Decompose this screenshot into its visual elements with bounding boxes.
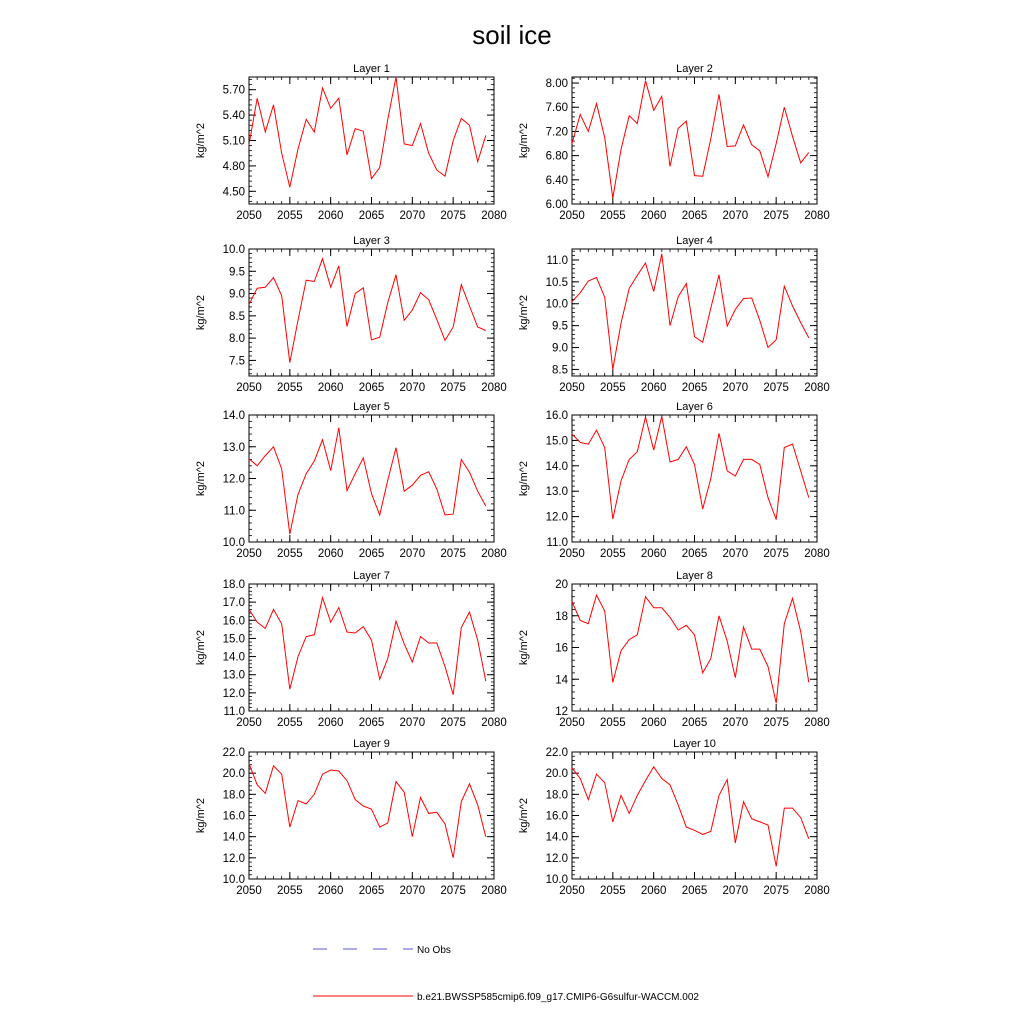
x-tick-label: 2055	[600, 382, 626, 394]
x-tick-label: 2075	[763, 717, 789, 729]
y-tick-label: 12.0	[222, 687, 245, 700]
plot-frame	[572, 77, 817, 204]
x-tick-label: 2055	[600, 548, 626, 560]
y-tick-label: 11.0	[546, 254, 568, 267]
y-tick-label: 10.0	[222, 874, 245, 886]
x-tick-label: 2070	[722, 210, 749, 222]
x-tick-label: 2060	[317, 885, 344, 897]
x-tick-label: 2060	[640, 382, 667, 394]
x-tick-label: 2050	[236, 210, 262, 222]
figure-title: soil ice	[472, 20, 552, 50]
series-line-1	[572, 416, 809, 519]
x-tick-label: 2065	[681, 717, 708, 729]
y-axis-label: kg/m^2	[195, 294, 207, 331]
y-tick-label: 18	[555, 610, 568, 623]
y-tick-label: 16	[555, 642, 568, 655]
y-tick-label: 8.5	[229, 310, 245, 323]
x-tick-label: 2080	[481, 382, 507, 394]
panel-title: Layer 9	[353, 738, 390, 750]
y-tick-label: 5.70	[222, 84, 245, 97]
chart-panel-7	[195, 570, 507, 729]
y-tick-label: 14	[555, 674, 568, 687]
x-tick-label: 2065	[681, 548, 708, 560]
y-tick-label: 17.0	[222, 597, 245, 610]
y-tick-label: 12.0	[545, 511, 568, 524]
x-tick-label: 2080	[804, 885, 830, 897]
panel-title: Layer 6	[676, 401, 713, 413]
x-tick-label: 2050	[236, 548, 262, 560]
y-tick-label: 9.5	[552, 320, 568, 333]
panel-title: Layer 1	[353, 63, 390, 75]
y-tick-label: 15.0	[545, 435, 568, 448]
x-tick-label: 2070	[722, 717, 749, 729]
chart-panel-5	[195, 401, 507, 560]
x-tick-label: 2055	[600, 210, 626, 222]
legend-model-label: b.e21.BWSSP585cmip6.f09_g17.CMIP6-G6sulfur-WACCM.002	[417, 992, 699, 1003]
y-tick-label: 14.0	[545, 831, 568, 844]
series-line-1	[572, 254, 809, 370]
series-line-1	[249, 259, 486, 363]
x-tick-label: 2065	[681, 382, 708, 394]
x-tick-label: 2070	[722, 382, 749, 394]
x-tick-label: 2065	[681, 210, 708, 222]
y-tick-label: 9.0	[229, 288, 245, 301]
x-tick-label: 2060	[640, 210, 667, 222]
y-tick-label: 13.0	[222, 441, 245, 454]
x-tick-label: 2075	[763, 382, 789, 394]
y-tick-label: 8.00	[545, 78, 568, 91]
x-tick-label: 2060	[640, 885, 667, 897]
y-tick-label: 12.0	[222, 473, 245, 486]
plot-frame	[249, 249, 494, 376]
y-tick-label: 18.0	[222, 789, 245, 802]
x-tick-label: 2070	[399, 885, 426, 897]
x-tick-label: 2075	[763, 885, 789, 897]
x-tick-label: 2050	[559, 382, 585, 394]
y-tick-label: 6.40	[545, 174, 568, 187]
y-tick-label: 7.60	[545, 102, 568, 115]
y-tick-label: 9.5	[229, 266, 245, 279]
y-tick-label: 12.0	[222, 852, 245, 865]
x-tick-label: 2065	[358, 717, 385, 729]
x-tick-label: 2060	[317, 382, 344, 394]
x-tick-label: 2050	[559, 548, 585, 560]
x-tick-label: 2055	[600, 717, 626, 729]
y-tick-label: 16.0	[222, 810, 245, 823]
y-tick-label: 18.0	[222, 579, 245, 591]
plot-frame	[249, 77, 494, 204]
x-tick-label: 2055	[600, 885, 626, 897]
panel-title: Layer 8	[676, 570, 713, 582]
y-tick-label: 7.20	[545, 126, 568, 139]
y-tick-label: 10.0	[545, 298, 568, 311]
x-tick-label: 2060	[317, 548, 344, 560]
y-tick-label: 10.0	[545, 874, 568, 886]
x-tick-label: 2050	[559, 717, 585, 729]
x-tick-label: 2080	[804, 210, 830, 222]
y-tick-label: 13.0	[545, 486, 568, 499]
y-tick-label: 16.0	[222, 615, 245, 628]
y-tick-label: 8.5	[552, 364, 568, 377]
series-line-1	[572, 81, 809, 198]
y-tick-label: 11.0	[223, 706, 245, 718]
x-tick-label: 2055	[277, 210, 303, 222]
panel-title: Layer 3	[353, 235, 390, 247]
x-tick-label: 2080	[804, 548, 830, 560]
y-tick-label: 20.0	[222, 768, 245, 781]
x-tick-label: 2065	[358, 210, 385, 222]
y-tick-label: 20	[555, 579, 568, 591]
y-tick-label: 14.0	[545, 460, 568, 473]
plot-frame	[572, 415, 817, 542]
panel-title: Layer 10	[673, 738, 716, 750]
y-tick-label: 4.50	[222, 186, 245, 199]
y-axis-label: kg/m^2	[195, 122, 207, 159]
panels	[195, 63, 830, 897]
y-tick-label: 5.40	[222, 110, 245, 123]
y-tick-label: 10.0	[222, 537, 245, 549]
y-tick-label: 7.5	[229, 355, 245, 368]
x-tick-label: 2070	[399, 548, 426, 560]
x-tick-label: 2065	[681, 885, 708, 897]
x-tick-label: 2055	[277, 885, 303, 897]
x-tick-label: 2080	[481, 548, 507, 560]
chart-panel-2	[518, 63, 830, 222]
x-tick-label: 2065	[358, 548, 385, 560]
x-tick-label: 2055	[277, 548, 303, 560]
x-tick-label: 2060	[317, 210, 344, 222]
x-tick-label: 2075	[440, 717, 466, 729]
y-tick-label: 14.0	[222, 410, 245, 422]
series-line-1	[572, 767, 809, 867]
x-tick-label: 2080	[804, 382, 830, 394]
panel-title: Layer 5	[353, 401, 390, 413]
x-tick-label: 2070	[399, 717, 426, 729]
x-tick-label: 2065	[358, 885, 385, 897]
y-tick-label: 10.0	[222, 244, 245, 256]
y-axis-label: kg/m^2	[518, 122, 530, 159]
y-tick-label: 13.0	[222, 669, 245, 682]
y-axis-label: kg/m^2	[518, 629, 530, 666]
x-tick-label: 2070	[399, 382, 426, 394]
x-tick-label: 2050	[236, 717, 262, 729]
y-tick-label: 10.5	[545, 276, 568, 289]
y-axis-label: kg/m^2	[518, 294, 530, 331]
y-axis-label: kg/m^2	[195, 460, 207, 497]
chart-panel-8	[518, 570, 830, 729]
y-tick-label: 6.00	[545, 199, 568, 211]
y-tick-label: 22.0	[545, 747, 568, 759]
x-tick-label: 2070	[722, 885, 749, 897]
x-tick-label: 2075	[440, 382, 466, 394]
x-tick-label: 2055	[277, 717, 303, 729]
chart-panel-6	[518, 401, 830, 560]
plot-frame	[249, 584, 494, 711]
y-axis-label: kg/m^2	[195, 797, 207, 834]
x-tick-label: 2080	[481, 210, 507, 222]
y-axis-label: kg/m^2	[195, 629, 207, 666]
y-tick-label: 12.0	[545, 852, 568, 865]
x-tick-label: 2075	[763, 210, 789, 222]
chart-panel-1	[195, 63, 507, 222]
x-tick-label: 2060	[317, 717, 344, 729]
x-tick-label: 2070	[722, 548, 749, 560]
y-tick-label: 6.80	[545, 150, 568, 163]
y-tick-label: 9.0	[552, 342, 568, 355]
series-line-1	[249, 77, 486, 187]
x-tick-label: 2080	[804, 717, 830, 729]
y-tick-label: 20.0	[545, 768, 568, 781]
x-tick-label: 2075	[763, 548, 789, 560]
x-tick-label: 2075	[440, 210, 466, 222]
x-tick-label: 2080	[481, 885, 507, 897]
plot-frame	[572, 752, 817, 879]
x-tick-label: 2065	[358, 382, 385, 394]
plot-frame	[249, 415, 494, 542]
y-tick-label: 11.0	[223, 505, 245, 518]
y-tick-label: 18.0	[545, 789, 568, 802]
x-tick-label: 2055	[277, 382, 303, 394]
series-line-1	[249, 764, 486, 858]
x-tick-label: 2050	[236, 382, 262, 394]
panel-title: Layer 4	[676, 235, 713, 247]
y-tick-label: 14.0	[222, 651, 245, 664]
series-line-1	[249, 428, 486, 534]
y-tick-label: 11.0	[546, 537, 568, 549]
chart-panel-3	[195, 235, 507, 394]
y-tick-label: 12	[555, 706, 568, 718]
y-tick-label: 16.0	[545, 810, 568, 823]
x-tick-label: 2070	[399, 210, 426, 222]
legend-obs-label: No Obs	[417, 945, 451, 956]
y-tick-label: 22.0	[222, 747, 245, 759]
y-tick-label: 5.10	[222, 135, 245, 148]
panel-title: Layer 7	[353, 570, 390, 582]
x-tick-label: 2050	[559, 210, 585, 222]
panel-title: Layer 2	[676, 63, 713, 75]
x-tick-label: 2075	[440, 885, 466, 897]
y-tick-label: 14.0	[222, 831, 245, 844]
chart-panel-9	[195, 738, 507, 897]
legend	[313, 945, 699, 1003]
x-tick-label: 2075	[440, 548, 466, 560]
series-line-1	[249, 598, 486, 695]
y-axis-label: kg/m^2	[518, 797, 530, 834]
x-tick-label: 2050	[559, 885, 585, 897]
y-tick-label: 4.80	[222, 160, 245, 173]
series-line-1	[572, 595, 809, 703]
x-tick-label: 2060	[640, 717, 667, 729]
plot-frame	[249, 752, 494, 879]
x-tick-label: 2050	[236, 885, 262, 897]
chart-panel-10	[518, 738, 830, 897]
y-tick-label: 16.0	[545, 410, 568, 422]
y-axis-label: kg/m^2	[518, 460, 530, 497]
x-tick-label: 2060	[640, 548, 667, 560]
chart-panel-4	[518, 235, 830, 394]
y-tick-label: 15.0	[222, 633, 245, 646]
x-tick-label: 2080	[481, 717, 507, 729]
y-tick-label: 8.0	[229, 333, 245, 346]
